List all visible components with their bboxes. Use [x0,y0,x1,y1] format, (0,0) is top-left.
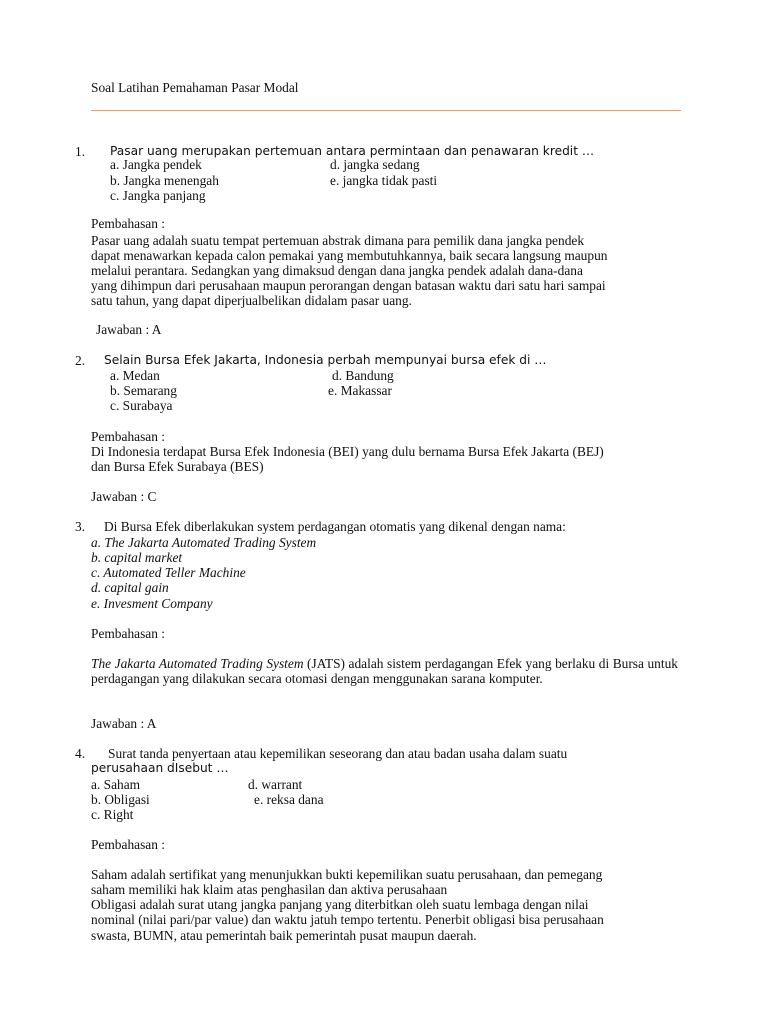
option-c: c. Automated Teller Machine [91,565,246,580]
explanation-italic-term: The Jakarta Automated Trading System [91,656,304,671]
option-a: a. Medan [110,368,160,383]
question-text: Selain Bursa Efek Jakarta, Indonesia perbah mempunyai bursa efek di … [104,353,547,367]
explanation-line: dapat menawarkan kepada calon pemakai yang membutuhkannya, baik secara langsung maupun [91,248,608,263]
option-d: d. jangka sedang [330,157,420,172]
explanation-line: swasta, BUMN, atau pemerintah baik pemerintah pusat maupun daerah. [91,928,477,943]
question-text: Pasar uang merupakan pertemuan antara permintaan dan penawaran kredit … [110,144,595,158]
option-a: a. Saham [91,777,141,792]
answer: Jawaban : A [96,322,162,337]
option-b: b. Semarang [110,383,177,398]
explanation-line: Obligasi adalah surat utang jangka panjang yang diterbitkan oleh suatu lembaga dengan nilai [91,897,589,912]
option-a: a. The Jakarta Automated Trading System [91,535,317,550]
option-d: d. warrant [248,777,303,792]
option-d: d. capital gain [91,580,169,595]
question-text: Di Bursa Efek diberlakukan system perdagangan otomatis yang dikenal dengan nama: [104,519,566,534]
question-number: 2. [75,353,86,368]
option-c: c. Jangka panjang [110,188,206,203]
question-number: 1. [75,144,86,159]
option-b: b. capital market [91,550,183,565]
explanation-label: Pembahasan : [91,837,166,852]
option-c: c. Right [91,807,134,822]
question-text-continued: perusahaan dIsebut … [91,761,229,775]
explanation-label: Pembahasan : [91,626,166,641]
explanation-label: Pembahasan : [91,429,166,444]
option-e: e. Invesment Company [91,596,213,611]
explanation-label: Pembahasan : [91,216,166,231]
explanation-line: satu tahun, yang dapat diperjualbelikan didalam pasar uang. [91,293,412,308]
explanation-text: (JATS) adalah sistem perdagangan Efek yang berlaku di Bursa untuk perdagangan yang dilakukan secara otomasi dengan menggunakan sarana komputer. [91,656,678,687]
explanation-line: Di Indonesia terdapat Bursa Efek Indonesia (BEI) yang dulu bernama Bursa Efek Jakarta (BEJ) [91,444,604,459]
option-c: c. Surabaya [110,398,173,413]
option-e: e. jangka tidak pasti [330,173,438,188]
question-text: Surat tanda penyertaan atau kepemilikan seseorang dan atau badan usaha dalam suatu [108,746,568,761]
explanation-line: Pasar uang adalah suatu tempat pertemuan abstrak dimana para pemilik dana jangka pendek [91,233,585,248]
explanation-paragraph [91,656,678,686]
title-divider [91,110,681,111]
explanation-line: melalui perantara. Sedangkan yang dimaksud dengan dana jangka pendek adalah dana-dana [91,263,583,278]
answer: Jawaban : C [91,489,157,504]
question-number: 4. [75,746,86,761]
explanation-line: nominal (nilai pari/par value) dan waktu jatuh tempo tertentu. Penerbit obligasi bisa perusahaan [91,912,604,927]
explanation-line: yang dihimpun dari perusahaan maupun perorangan dengan batasan waktu dari satu hari sampai [91,278,606,293]
option-e: e. reksa dana [254,792,324,807]
question-number: 3. [75,519,86,534]
option-e: e. Makassar [328,383,392,398]
option-a: a. Jangka pendek [110,157,202,172]
document-title: Soal Latihan Pemahaman Pasar Modal [91,80,299,95]
option-d: d. Bandung [332,368,394,383]
explanation-line: saham memiliki hak klaim atas penghasilan dan aktiva perusahaan [91,882,448,897]
answer: Jawaban : A [91,716,157,731]
option-b: b. Jangka menengah [110,173,219,188]
option-b: b. Obligasi [91,792,150,807]
explanation-line: Saham adalah sertifikat yang menunjukkan bukti kepemilikan suatu perusahaan, dan pemegang [91,867,603,882]
explanation-line: dan Bursa Efek Surabaya (BES) [91,459,264,474]
